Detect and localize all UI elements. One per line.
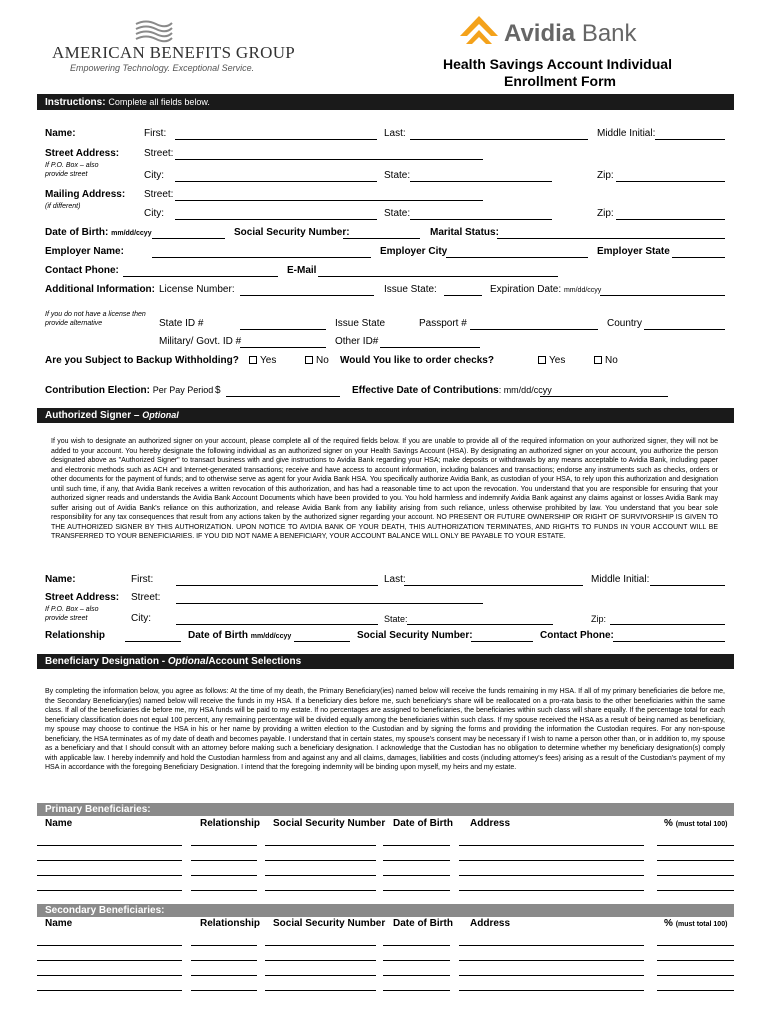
additional-info-label: Additional Information: [45, 284, 155, 295]
per-pay-period-label: Per Pay Period [152, 385, 214, 395]
effective-date-label: Effective Date of Contributions [352, 385, 499, 396]
as-city-field[interactable] [176, 624, 378, 625]
contribution-amount-field[interactable] [226, 396, 340, 397]
employer-name-field[interactable] [152, 257, 371, 258]
primary-beneficiaries-bar: Primary Beneficiaries: [37, 803, 734, 816]
instructions-text: Complete all fields below. [108, 97, 210, 107]
checkbox-icon [594, 356, 602, 364]
as-last-name-field[interactable] [404, 585, 583, 586]
mailing-zip-field[interactable] [616, 219, 725, 220]
primary-beneficiary-ssn-field[interactable] [265, 845, 376, 846]
as-dob-field[interactable] [294, 641, 350, 642]
marital-status-label: Marital Status: [430, 227, 499, 238]
secondary-beneficiary-ssn-field[interactable] [265, 960, 376, 961]
street-address-label: Street Address: [45, 148, 120, 159]
alt-issue-state-label: Issue State [335, 318, 386, 329]
beneficiary-bar [37, 654, 734, 669]
mailing-city-label: City: [144, 208, 164, 219]
beneficiary-terms: By completing the information below, you agree as follows: At the time of my death, the Primary Beneficiary(ies) named below will receive the funds remaining in my HSA. If all of my primary beneficiaries die before me, the Secondary Beneficiary(ies) named below will receive the funds in my HSA. If a beneficiary dies before me, such beneficiary's share will be reallocated on a pro-rata basis to the other beneficiaries within the same class. If all of the beneficiaries die before me, my HSA funds will be paid to my estate. If no percentages are assigned to beneficiaries, the beneficiaries within such class will share equally. If the percentage total for each beneficiary classification does not equal 100 percent, any remaining percentage will be divided equally among the beneficiaries within such class. If my spouse received the HSA as a result of being named as beneficiary, my spouse may choose to continue the HSA in his or her name by providing a written election to the Custodian and by signing the forms and providing the information the Custodian requires. For any non-spouse beneficiary, the HSA terminates as of my date of death and becomes payable. I understand that in certain states, my spouse's consent may be necessary if I wish to name a person other than, or in addition to, my spouse as a beneficiary and that I should consult with an attorney before making such a beneficiary designation. I acknowledge that the Custodian has no obligation to determine whether my beneficiary designation(s) comply with applicable law. I hereby indemnify and hold the Custodian harmless from and against any and all claims, damages, liabilities and costs (including attorney's fees) arising as a result of the Custodian's payment of my HSA in accordance with the foregoing Beneficiary Designation. I intend that the foregoing indemnity will be binding upon myself, my heirs and my estate. [45, 688, 725, 771]
issue-state-label: Issue State: [384, 284, 437, 295]
secondary-beneficiary-address-field[interactable] [459, 990, 644, 991]
checks-yes-option[interactable] [538, 355, 565, 366]
as-first-label: First: [131, 574, 154, 585]
secondary-beneficiary-ssn-field[interactable] [265, 990, 376, 991]
secondary-beneficiary-address-field[interactable] [459, 960, 644, 961]
abg-name: AMERICAN BENEFITS GROUP [52, 43, 296, 62]
primary-beneficiary-ssn-field[interactable] [265, 860, 376, 861]
ssn-field[interactable] [343, 238, 420, 239]
secondary-beneficiary-name-field[interactable] [37, 945, 182, 946]
primary-beneficiary-percent-field[interactable] [657, 875, 734, 876]
as-state-field[interactable] [407, 624, 553, 625]
marital-status-field[interactable] [497, 238, 725, 239]
instructions-label: Instructions: [45, 97, 106, 108]
dob-label: Date of Birth: [45, 227, 109, 238]
backup-yes-option[interactable] [249, 355, 276, 366]
primary-beneficiary-percent-field[interactable] [657, 845, 734, 846]
mailing-street-field[interactable] [175, 200, 483, 201]
secondary-beneficiary-dob-field[interactable] [383, 975, 450, 976]
contact-phone-field[interactable] [123, 276, 278, 277]
secondary-beneficiary-dob-field[interactable] [383, 990, 450, 991]
primary-beneficiary-dob-field[interactable] [383, 845, 450, 846]
employer-city-label: Employer City [380, 246, 448, 257]
primary-beneficiary-address-field[interactable] [459, 890, 644, 891]
primary-beneficiary-relationship-field[interactable] [191, 875, 257, 876]
secondary-beneficiary-percent-field[interactable] [657, 990, 734, 991]
email-field[interactable] [318, 276, 558, 277]
avidia-chevron-icon [458, 14, 500, 54]
state-id-label: State ID # [159, 318, 204, 329]
employer-state-label: Employer State [597, 246, 670, 257]
secondary-beneficiary-name-field[interactable] [37, 990, 182, 991]
as-ssn-field[interactable] [471, 641, 533, 642]
as-street-label: Street: [131, 592, 161, 603]
secondary-beneficiary-ssn-field[interactable] [265, 975, 376, 976]
secondary-col-relationship: Relationship [200, 918, 261, 929]
street-label: Street: [144, 148, 174, 159]
as-street-field[interactable] [176, 603, 483, 604]
secondary-must-total: (must total 100) [675, 921, 728, 928]
no-license-note-2: provide alternative [45, 320, 103, 327]
other-id-label: Other ID# [335, 336, 379, 347]
as-city-label: City: [131, 613, 151, 624]
primary-beneficiary-percent-field[interactable] [657, 890, 734, 891]
issue-state-field[interactable] [444, 295, 482, 296]
checks-no-option[interactable] [594, 355, 618, 366]
primary-beneficiary-address-field[interactable] [459, 860, 644, 861]
mailing-address-label: Mailing Address: [45, 189, 126, 200]
checks-no-label: No [605, 355, 618, 366]
abg-tagline: Empowering Technology. Exceptional Service. [70, 63, 255, 73]
as-ssn-colon: : [469, 630, 473, 641]
bank-name-light: Bank [581, 20, 637, 47]
form-title-line1: Health Savings Account Individual [443, 56, 672, 72]
as-first-name-field[interactable] [176, 585, 378, 586]
checkbox-icon [305, 356, 313, 364]
beneficiary-title-rest: Account Selections [208, 656, 302, 667]
street-field[interactable] [175, 159, 483, 160]
dollar-sign: $ [215, 385, 221, 396]
secondary-beneficiary-name-field[interactable] [37, 960, 182, 961]
mailing-city-field[interactable] [175, 219, 377, 220]
effective-date-field[interactable] [540, 396, 668, 397]
secondary-col-name: Name [45, 918, 73, 929]
backup-no-option[interactable] [305, 355, 329, 366]
secondary-beneficiary-dob-field[interactable] [383, 945, 450, 946]
middle-initial-field[interactable] [655, 139, 725, 140]
primary-beneficiary-percent-field[interactable] [657, 860, 734, 861]
authorized-signer-bar [37, 408, 734, 423]
military-id-label: Military/ Govt. ID # [159, 336, 242, 347]
last-label: Last: [384, 128, 406, 139]
as-zip-label: Zip: [591, 614, 607, 624]
passport-label: Passport # [419, 318, 467, 329]
country-label: Country [607, 318, 643, 329]
secondary-col-ssn: Social Security Number [273, 918, 386, 929]
zip-label: Zip: [597, 170, 614, 181]
first-name-field[interactable] [175, 139, 377, 140]
primary-beneficiary-name-field[interactable] [37, 875, 182, 876]
state-label: State: [384, 170, 411, 181]
as-contact-phone-field[interactable] [613, 641, 725, 642]
primary-beneficiary-address-field[interactable] [459, 875, 644, 876]
contact-phone-label: Contact Phone: [45, 265, 119, 276]
as-relationship-label: Relationship [45, 630, 106, 641]
bank-name-bold: Avidia [504, 20, 576, 47]
primary-col-name: Name [45, 818, 73, 829]
employer-city-field[interactable] [446, 257, 588, 258]
no-license-note-1: If you do not have a license then [45, 311, 146, 318]
primary-beneficiary-dob-field[interactable] [383, 890, 450, 891]
backup-withholding-question: Are you Subject to Backup Withholding? [45, 355, 239, 366]
city-field[interactable] [175, 181, 377, 182]
authorized-signer-optional: Optional [142, 410, 179, 420]
first-label: First: [144, 128, 167, 139]
secondary-beneficiary-address-field[interactable] [459, 945, 644, 946]
if-different-note: (if different) [45, 203, 81, 210]
secondary-beneficiary-name-field[interactable] [37, 975, 182, 976]
mailing-state-label: State: [384, 208, 411, 219]
primary-beneficiary-name-field[interactable] [37, 890, 182, 891]
flag-icon [134, 18, 174, 44]
expiration-field[interactable] [600, 295, 725, 296]
effective-date-format: : mm/dd/ccyy [498, 385, 552, 395]
as-street-address-label: Street Address: [45, 592, 120, 603]
po-box-note-1: If P.O. Box – also [45, 162, 99, 169]
primary-col-address: Address [470, 818, 511, 829]
as-zip-field[interactable] [610, 624, 725, 625]
employer-state-field[interactable] [672, 257, 725, 258]
order-checks-question: Would You like to order checks? [340, 355, 494, 366]
as-po-note-2: provide street [45, 615, 88, 622]
other-id-field[interactable] [380, 347, 480, 348]
zip-field[interactable] [616, 181, 725, 182]
form-title-line2: Enrollment Form [504, 73, 617, 89]
po-box-note-2: provide street [45, 171, 88, 178]
middle-initial-label: Middle Initial: [597, 128, 656, 139]
mailing-zip-label: Zip: [597, 208, 614, 219]
beneficiary-optional: Optional [167, 656, 209, 667]
primary-col-dob: Date of Birth [393, 818, 453, 829]
country-field[interactable] [644, 329, 725, 330]
as-middle-initial-field[interactable] [650, 585, 725, 586]
primary-col-relationship: Relationship [200, 818, 261, 829]
dob-format: mm/dd/ccyy [111, 230, 152, 237]
as-relationship-field[interactable] [125, 641, 181, 642]
as-dob-format: mm/dd/ccyy [250, 633, 292, 640]
secondary-beneficiary-relationship-field[interactable] [191, 975, 257, 976]
secondary-beneficiary-percent-field[interactable] [657, 960, 734, 961]
as-ssn-label: Social Security Number [357, 630, 470, 641]
as-contact-phone-label: Contact Phone: [540, 630, 614, 641]
state-field[interactable] [410, 181, 552, 182]
primary-beneficiary-name-field[interactable] [37, 845, 182, 846]
expiration-format: mm/dd/ccyy [563, 287, 602, 294]
license-number-field[interactable] [240, 295, 374, 296]
primary-col-percent: % [664, 818, 673, 829]
mailing-street-label: Street: [144, 189, 174, 200]
primary-beneficiary-ssn-field[interactable] [265, 890, 376, 891]
instructions-bar [37, 94, 734, 110]
primary-col-ssn: Social Security Number [273, 818, 386, 829]
city-label: City: [144, 170, 164, 181]
name-label: Name: [45, 128, 76, 139]
backup-no-label: No [316, 355, 329, 366]
military-id-field[interactable] [240, 347, 326, 348]
as-last-label: Last: [384, 574, 406, 585]
primary-beneficiary-relationship-field[interactable] [191, 845, 257, 846]
secondary-col-address: Address [470, 918, 511, 929]
ssn-colon: : [346, 227, 350, 238]
secondary-beneficiary-ssn-field[interactable] [265, 945, 376, 946]
employer-name-label: Employer Name: [45, 246, 124, 257]
mailing-state-field[interactable] [410, 219, 552, 220]
license-number-label: License Number: [159, 284, 235, 295]
primary-beneficiary-ssn-field[interactable] [265, 875, 376, 876]
expiration-label: Expiration Date: [490, 284, 562, 295]
checks-yes-label: Yes [549, 355, 566, 366]
as-middle-label: Middle Initial: [591, 574, 650, 585]
last-name-field[interactable] [410, 139, 588, 140]
authorized-signer-title: Authorized Signer – [45, 410, 140, 421]
secondary-col-percent: % [664, 918, 673, 929]
checkbox-icon [249, 356, 257, 364]
primary-beneficiary-name-field[interactable] [37, 860, 182, 861]
secondary-col-dob: Date of Birth [393, 918, 453, 929]
dob-field[interactable] [152, 238, 225, 239]
email-label: E-Mail [287, 265, 317, 276]
state-id-field[interactable] [240, 329, 326, 330]
primary-beneficiary-dob-field[interactable] [383, 860, 450, 861]
secondary-beneficiary-relationship-field[interactable] [191, 960, 257, 961]
primary-beneficiary-relationship-field[interactable] [191, 890, 257, 891]
secondary-beneficiary-address-field[interactable] [459, 975, 644, 976]
primary-beneficiary-relationship-field[interactable] [191, 860, 257, 861]
primary-beneficiary-address-field[interactable] [459, 845, 644, 846]
primary-must-total: (must total 100) [675, 821, 728, 828]
secondary-beneficiaries-bar: Secondary Beneficiaries: [37, 904, 734, 917]
secondary-beneficiary-relationship-field[interactable] [191, 945, 257, 946]
secondary-beneficiary-percent-field[interactable] [657, 945, 734, 946]
secondary-beneficiary-dob-field[interactable] [383, 960, 450, 961]
secondary-beneficiary-relationship-field[interactable] [191, 990, 257, 991]
checkbox-icon [538, 356, 546, 364]
as-state-label: State: [384, 614, 408, 624]
secondary-beneficiary-percent-field[interactable] [657, 975, 734, 976]
passport-field[interactable] [470, 329, 598, 330]
beneficiary-title: Beneficiary Designation - [45, 656, 166, 667]
as-dob-label: Date of Birth [188, 630, 248, 641]
as-po-note-1: If P.O. Box – also [45, 606, 99, 613]
authorized-signer-terms: If you wish to designate an authorized signer on your account, please complete all of the required fields below. If you are unable to provide all of the required information on your authorized signer, they will not be added to your account. You hereby designate the following individual as an authorized signer on your Health Savings Account (HSA). By designating an authorized signer on your account, you authorize the person designated above as "Authorized Signer" to transact business with and give instructions to Avidia Bank regarding your HSA; make deposits or withdrawals by any means acceptable to Avidia Bank, including paper and electronic methods such as ACH and Internet-generated transactions; receive and have access to account information, including balances and transactions; endorse any instruments such as checks, orders or other documents for the payment of funds; and to otherwise serve as agent for your Avidia Bank HSA. You specifically authorize Avidia Bank, as custodian of your HSA, to rely upon this authorization and designation until such time, if any, that Avidia Bank receives a written revocation of this authorization, and has had a reasonable time to act upon the revocation. You understand that you are responsible for ensuring that your authorized signer reads and understands the Avidia Bank Account Documents which have been provided to you. You hold harmless and indemnify Avidia Bank against any claims against or losses Avidia Bank may suffer arising out of Avidia Bank's reliance on this authorization, and release Avidia Bank from any liability arising from such reliance, unless otherwise prohibited by law. You understand that you bear sole responsibility for any tax consequences that result from any actions taken by the authorized signer regarding your account. NO PRESENT OR FUTURE OWNERSHIP OR RIGHT OF SURVIVORSHIP IS GIVEN TO THE AUTHORIZED SIGNER BY THIS AUTHORIZATION. UPON NOTICE TO AVIDIA BANK OF YOUR DEATH, THIS AUTHORIZATION TERMINATES, AND RIGHTS TO FUNDS IN YOUR ACCOUNT WILL BE TRANSFERRED TO YOUR BENEFICIARIES. IF YOU DID NOT NAME A BENEFICIARY, YOUR ACCOUNT BALANCE WILL ONLY BE PAYABLE TO YOUR ESTATE. [51, 438, 718, 540]
backup-yes-label: Yes [260, 355, 277, 366]
as-name-label: Name: [45, 574, 76, 585]
contribution-election-label: Contribution Election: [45, 385, 150, 396]
ssn-label: Social Security Number [234, 227, 347, 238]
primary-beneficiary-dob-field[interactable] [383, 875, 450, 876]
